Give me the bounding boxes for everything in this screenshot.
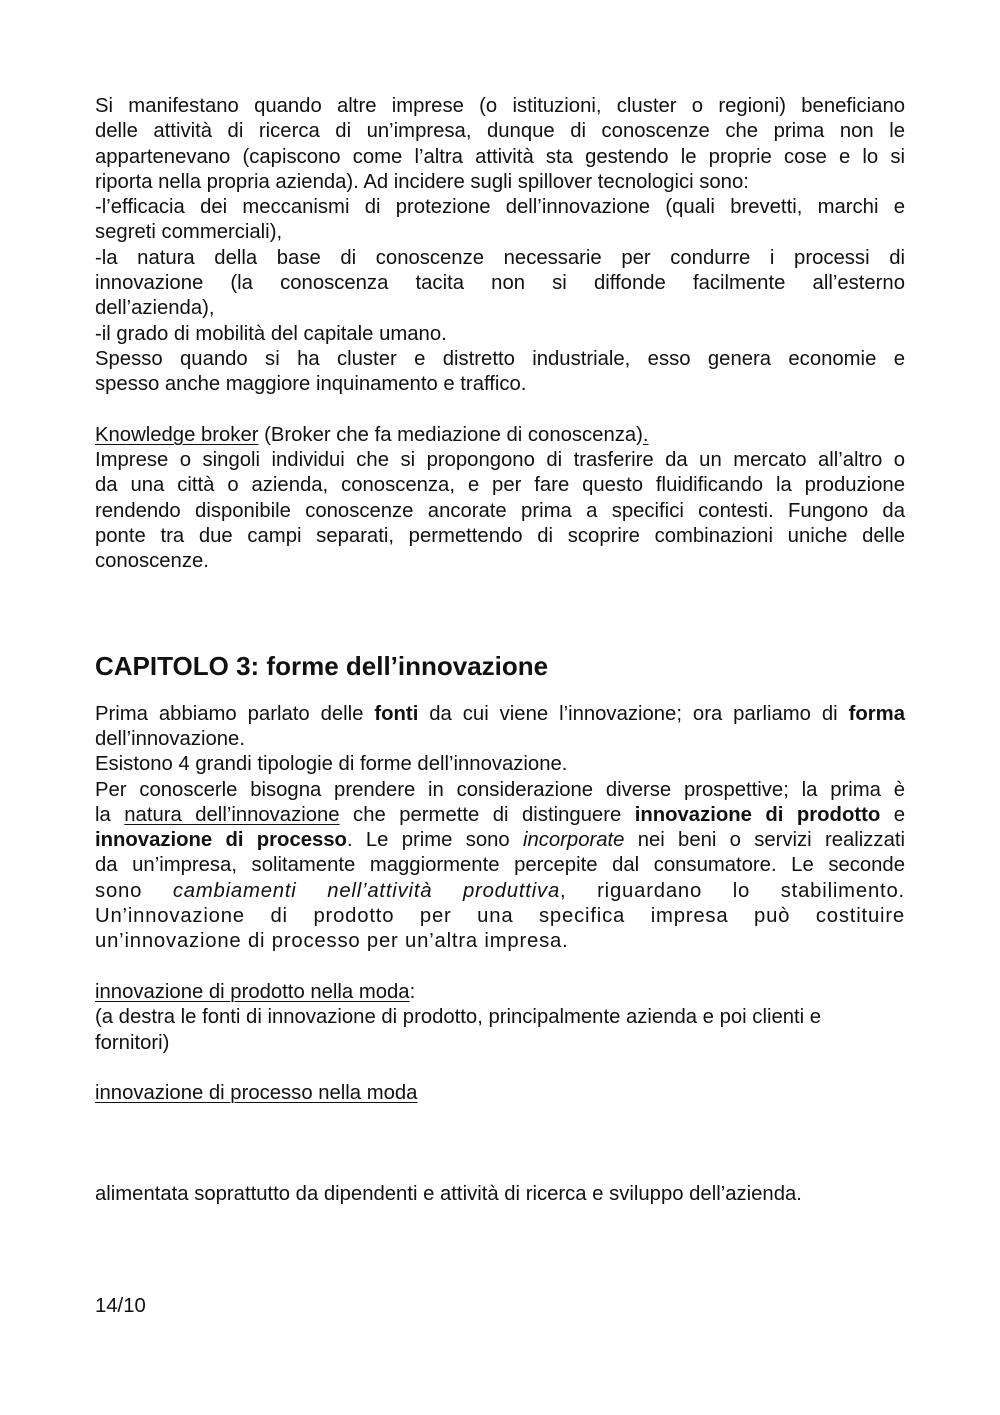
spacer	[95, 682, 905, 702]
text-line: segreti commerciali),	[95, 221, 283, 244]
text-line: conoscenze.	[95, 550, 209, 573]
italic-cambiamenti: cambiamenti nell’attività produttiva	[172, 879, 561, 902]
text-span: , riguardano lo stabilimento.	[560, 879, 905, 902]
text-span: da cui viene l’innovazione; ora parliamo di	[418, 702, 849, 725]
text-line: Per conoscerle bisogna prendere in considerazione diverse prospettive; la prima è	[95, 778, 905, 801]
processo-moda-text: alimentata soprattutto da dipendenti e attività di ricerca e sviluppo dell’azienda.	[95, 1183, 802, 1206]
text-span: e	[880, 803, 905, 826]
document-page	[95, 94, 905, 1208]
text-line	[95, 803, 905, 828]
text-span: :	[409, 980, 416, 1003]
prodotto-moda-title: innovazione di prodotto nella moda	[95, 980, 410, 1003]
text-line: -il grado di mobilità del capitale umano.	[95, 322, 447, 345]
text-line: da una città o azienda, conoscenza, e per fare questo fluidificando la produzione	[95, 474, 905, 497]
spacer	[95, 955, 905, 980]
text-line: (a destra le fonti di innovazione di prodotto, principalmente azienda e poi clienti e	[95, 1006, 822, 1029]
spacer	[95, 1106, 905, 1182]
text-line: rendendo disponibile conoscenze ancorate prima a specifici contesti. Fungono da	[95, 499, 905, 522]
text-line: delle attività di ricerca di un’impresa, dunque di conoscenze che prima non le	[95, 120, 905, 143]
text-line: da un’impresa, solitamente maggiormente percepite dal consumatore. Le seconde	[95, 854, 905, 877]
text-line: Un’innovazione di prodotto per una specifica impresa può costituire	[95, 905, 905, 928]
knowledge-broker-dot: .	[642, 423, 649, 446]
knowledge-broker-section	[95, 423, 905, 575]
knowledge-broker-subtitle: (Broker che fa mediazione di conoscenza)	[258, 423, 643, 446]
bold-forma: forma	[848, 702, 905, 725]
chapter-heading: CAPITOLO 3: forme dell’innovazione	[95, 650, 549, 681]
text-line: -la natura della base di conoscenze necessarie per condurre i processi di	[95, 246, 905, 269]
underline-natura: natura dell’innovazione	[124, 803, 340, 826]
spacer	[95, 575, 905, 650]
text-span: che permette di distinguere	[339, 803, 635, 826]
text-span: la	[95, 803, 125, 826]
text-line	[95, 828, 905, 853]
text-span: sono	[95, 879, 173, 902]
page-number: 14/10	[95, 1295, 146, 1317]
prodotto-moda-title-line	[95, 980, 905, 1005]
italic-incorporate: incorporate	[522, 829, 625, 852]
text-line: ponte tra due campi separati, permettendo di scoprire combinazioni uniche delle	[95, 525, 905, 548]
text-line: un’innovazione di processo per un’altra impresa.	[95, 930, 569, 953]
text-span: Prima abbiamo parlato delle	[95, 702, 375, 725]
bold-fonti: fonti	[374, 702, 419, 725]
text-line: riporta nella propria azienda). Ad incidere sugli spillover tecnologici sono:	[95, 170, 749, 193]
text-line: dell’innovazione.	[95, 727, 245, 750]
knowledge-broker-title-line	[95, 423, 905, 448]
processo-moda-title-line	[95, 1081, 905, 1106]
text-line: Esistono 4 grandi tipologie di forme dell’innovazione.	[95, 753, 568, 776]
bold-innovazione-prodotto: innovazione di prodotto	[634, 803, 881, 826]
spillover-paragraph	[95, 94, 905, 398]
bold-innovazione-processo: innovazione di processo	[95, 829, 347, 852]
spacer	[95, 1056, 905, 1081]
processo-moda-title: innovazione di processo nella moda	[95, 1082, 418, 1105]
text-line	[95, 879, 905, 904]
text-line: appartenevano (capiscono come l’altra attività sta gestendo le proprie cose e lo si	[95, 145, 905, 168]
chapter-intro-paragraph	[95, 702, 905, 955]
text-span: . Le prime sono	[346, 829, 523, 852]
text-line: fornitori)	[95, 1031, 170, 1054]
text-line: innovazione (la conoscenza tacita non si diffonde facilmente all’esterno	[95, 272, 905, 295]
text-line: Si manifestano quando altre imprese (o istituzioni, cluster o regioni) beneficiano	[95, 95, 905, 117]
knowledge-broker-title: Knowledge broker	[95, 423, 259, 446]
text-line: -l’efficacia dei meccanismi di protezione dell’innovazione (quali brevetti, marchi e	[95, 196, 905, 219]
text-span: nei beni o servizi realizzati	[624, 829, 905, 852]
text-line	[95, 702, 905, 727]
text-line: dell’azienda),	[95, 297, 215, 320]
text-line: Imprese o singoli individui che si propongono di trasferire da un mercato all’altro o	[95, 449, 905, 472]
text-line: spesso anche maggiore inquinamento e traffico.	[95, 373, 527, 396]
text-line: Spesso quando si ha cluster e distretto industriale, esso genera economie e	[95, 347, 905, 370]
spacer	[95, 398, 905, 423]
